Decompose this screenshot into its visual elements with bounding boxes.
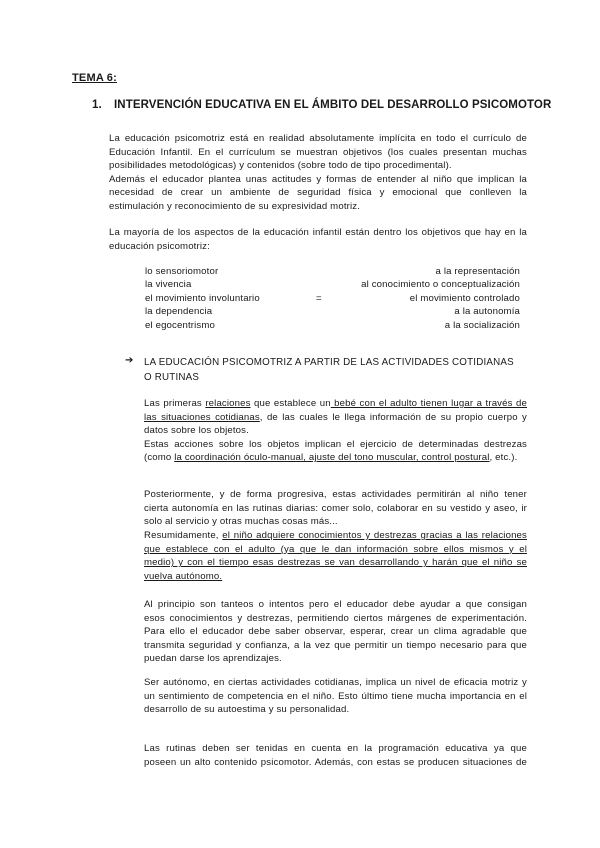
comparison-right: al conocimiento o conceptualización — [361, 279, 520, 291]
heading-number: 1. — [92, 99, 102, 111]
intro-paragraph — [109, 132, 527, 214]
bullet-heading — [144, 355, 532, 385]
text-line: estimulación y reconocimiento de su expresividad motriz. — [109, 200, 361, 212]
text-line: Ser autónomo, en ciertas actividades cotidianas, implica un nivel de eficacia motriz y — [144, 677, 527, 688]
text-line: Para ello el educador debe saber observar, esperar, crear un clima agradable que — [144, 626, 527, 638]
text-line: Posteriormente, y de forma progresiva, estas actividades permitirán al niño tener — [144, 489, 527, 500]
text-line: (como la coordinación óculo-manual, ajuste del tono muscular, control postural, etc.). — [144, 452, 518, 464]
text-line: puedan darse los aprendizajes. — [144, 653, 282, 665]
text-line: desarrollo de su autoestima y su personalidad. — [144, 704, 350, 716]
text-line: posibilidades metodológicas) y contenidos (sobre todo de tipo procedimental). — [109, 160, 452, 172]
paragraph-posteriormente — [144, 488, 527, 529]
text-line: LA EDUCACIÓN PSICOMOTRIZ A PARTIR DE LAS ACTIVIDADES COTIDIANAS — [144, 357, 514, 368]
text-line: las situaciones cotidianas, de las cuales le llega información de su propio cuerpo y — [144, 411, 527, 423]
text-line: Las rutinas deben ser tenidas en cuenta en la programación educativa ya que — [144, 743, 527, 754]
arrow-bullet-icon: ➔ — [125, 355, 134, 366]
comparison-left: lo sensoriomotor — [145, 266, 219, 277]
text-line: cierta autonomía en las rutinas diarias: comer solo, colaborar en su vestido y aseo, ir — [144, 502, 527, 514]
text-line: La educación psicomotriz está en realidad absolutamente implícita en todo el currículo de — [109, 133, 527, 144]
comparison-left: el movimiento involuntario — [145, 292, 260, 304]
text-line: Educación Infantil. En el currículum se muestran objetivos (los cuales presentan muchas — [109, 146, 527, 158]
paragraph-rutinas — [144, 742, 527, 769]
text-line: educación psicomotriz: — [109, 240, 210, 252]
text-line: Las primeras relaciones que establece un bebé con el adulto tienen lugar a través de — [144, 398, 527, 409]
aspects-paragraph — [109, 226, 527, 253]
comparison-right: el movimiento controlado — [409, 292, 520, 304]
text-line: datos sobre los objetos. — [144, 425, 249, 437]
text-line: Resumidamente, el niño adquiere conocimientos y destrezas gracias a las relaciones — [144, 530, 527, 541]
text-line: transmita seguridad y confianza, a la vez que permitir un tiempo necesario para que — [144, 639, 527, 651]
comparison-right: a la socialización — [444, 319, 520, 331]
text-line: esos conocimientos y destrezas, permitiendo ciertos márgenes de experimentación. — [144, 612, 527, 624]
heading-1 — [92, 99, 551, 111]
text-line: La mayoría de los aspectos de la educación infantil están dentro los objetivos que hay en la — [109, 227, 527, 238]
text-line: solo al servicio y otras muchas cosas más... — [144, 516, 338, 528]
paragraph-al-principio — [144, 598, 527, 666]
text-line: O RUTINAS — [144, 372, 200, 383]
text-line: Además el educador plantea unas actitudes y formas de entender al niño que implican la — [109, 173, 527, 185]
comparison-left: la vivencia — [145, 279, 192, 291]
text-line: Al principio son tanteos o intentos pero el educador debe ayudar a que consigan — [144, 599, 527, 610]
equals-sign: = — [316, 292, 322, 304]
heading-text: INTERVENCIÓN EDUCATIVA EN EL ÁMBITO DEL DESARROLLO PSICOMOTOR — [114, 99, 552, 111]
text-line: necesidad de crear un ambiente de seguridad física y emocional que conlleven la — [109, 187, 527, 199]
text-line: poseen un alto contenido psicomotor. Además, con estas se producen situaciones de — [144, 756, 527, 768]
text-line: vuelva autónomo. — [144, 570, 223, 582]
paragraph-resumidamente — [144, 529, 527, 583]
text-line: un sentimiento de competencia en el niño. Esto último tiene mucha importancia en el — [144, 690, 527, 702]
comparison-list — [145, 265, 520, 335]
comparison-right: a la autonomía — [454, 306, 520, 318]
text-line: medio) y con el tiempo esas destrezas se van desarrollando y harán que el niño se — [144, 557, 527, 569]
section-title: TEMA 6: — [72, 72, 117, 84]
text-line: que establece con el adulto (ya que le dan información sobre ellos mismos y el — [144, 543, 527, 555]
comparison-left: el egocentrismo — [145, 319, 215, 331]
paragraph-relaciones — [144, 397, 527, 465]
comparison-right: a la representación — [435, 266, 520, 277]
text-line: Estas acciones sobre los objetos implican el ejercicio de determinadas destrezas — [144, 438, 527, 450]
comparison-left: la dependencia — [145, 306, 213, 318]
paragraph-ser-autonomo — [144, 676, 527, 717]
